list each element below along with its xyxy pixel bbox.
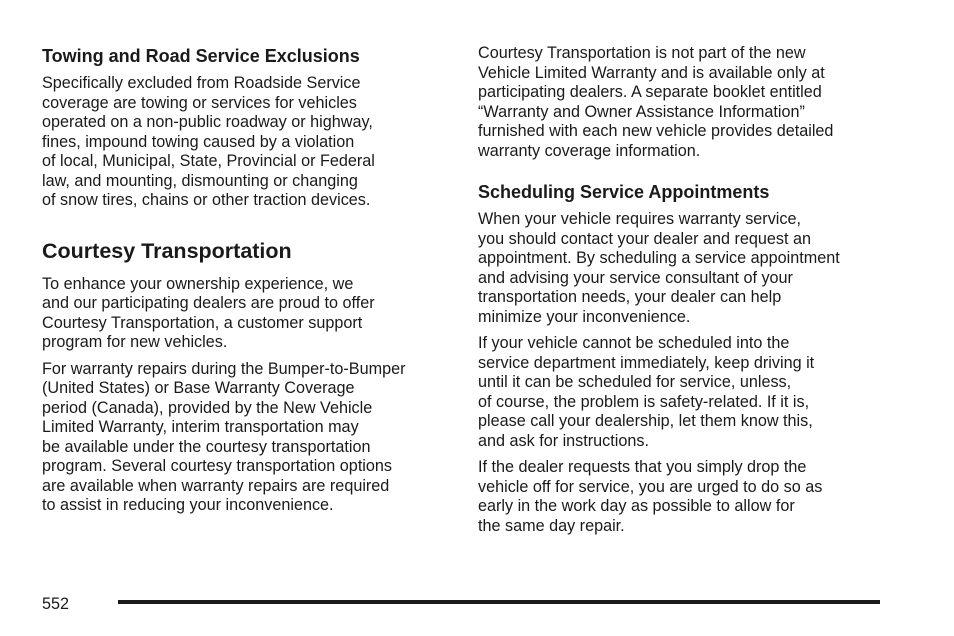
text-line: period (Canada), provided by the New Vehicle [42,398,373,417]
text-line: When your vehicle requires warranty service, [478,210,801,228]
text-line: coverage are towing or services for vehicles [42,93,357,112]
text-line: you should contact your dealer and request an [478,229,811,248]
text-line: of course, the problem is safety-related. If it is, [478,392,810,411]
spacer [478,168,890,180]
text-line: and advising your service consultant of your [478,268,793,287]
text-line: If the dealer requests that you simply drop the [478,458,807,476]
spacer [42,218,454,237]
text-line: program for new vehicles. [42,333,228,351]
text-line: transportation needs, your dealer can help [478,288,782,306]
text-line: law, and mounting, dismounting or changing [42,171,358,190]
courtesy-paragraph-1 [42,275,454,353]
towing-exclusions-paragraph [42,74,454,211]
text-line: the same day repair. [478,516,625,535]
text-line: until it can be scheduled for service, unless, [478,373,792,391]
text-line: Vehicle Limited Warranty and is available only at [478,63,825,82]
text-line: furnished with each new vehicle provides detailed [478,122,834,140]
right-column [478,44,890,543]
text-line: and ask for instructions. [478,431,649,450]
text-line: minimize your inconvenience. [478,307,691,326]
page-number: 552 [42,595,70,613]
text-line: be available under the courtesy transportation [42,437,371,456]
text-line: Limited Warranty, interim transportation may [42,418,359,436]
text-line: vehicle off for service, you are urged to do so as [478,477,823,496]
text-line: appointment. By scheduling a service appointment [478,249,840,267]
text-line: program. Several courtesy transportation options [42,457,393,475]
text-line: fines, impound towing caused by a violation [42,132,355,151]
towing-exclusions-heading: Towing and Road Service Exclusions [42,46,360,66]
text-line: of snow tires, chains or other traction devices. [42,191,371,209]
scheduling-paragraph-1 [478,210,890,327]
text-line: early in the work day as possible to allow for [478,497,795,515]
scheduling-paragraph-2 [478,334,890,451]
text-line: and our participating dealers are proud to offer [42,294,375,312]
text-line: For warranty repairs during the Bumper-to-Bumper [42,359,406,378]
scheduling-paragraph-3 [478,458,890,536]
text-line: Courtesy Transportation, a customer support [42,313,363,332]
text-line: service department immediately, keep driving it [478,353,815,372]
text-line: (United States) or Base Warranty Coverage [42,379,355,397]
text-line: “Warranty and Owner Assistance Information” [478,102,805,121]
text-line: participating dealers. A separate booklet entitled [478,83,822,101]
left-column [42,44,454,523]
text-line: To enhance your ownership experience, we [42,274,354,293]
text-line: please call your dealership, let them know this, [478,412,813,430]
courtesy-transportation-heading: Courtesy Transportation [42,238,292,263]
text-line: warranty coverage information. [478,141,701,160]
footer-rule [118,600,880,604]
text-line: operated on a non-public roadway or highway, [42,113,373,131]
text-line: of local, Municipal, State, Provincial or Federal [42,152,375,170]
text-line: Specifically excluded from Roadside Service [42,74,361,92]
courtesy-paragraph-2 [42,360,454,516]
scheduling-appointments-heading: Scheduling Service Appointments [478,182,770,202]
text-line: are available when warranty repairs are required [42,476,390,495]
text-line: Courtesy Transportation is not part of the new [478,44,806,62]
text-line: If your vehicle cannot be scheduled into the [478,334,790,352]
text-line: to assist in reducing your inconvenience. [42,496,334,514]
courtesy-paragraph-3 [478,44,890,161]
